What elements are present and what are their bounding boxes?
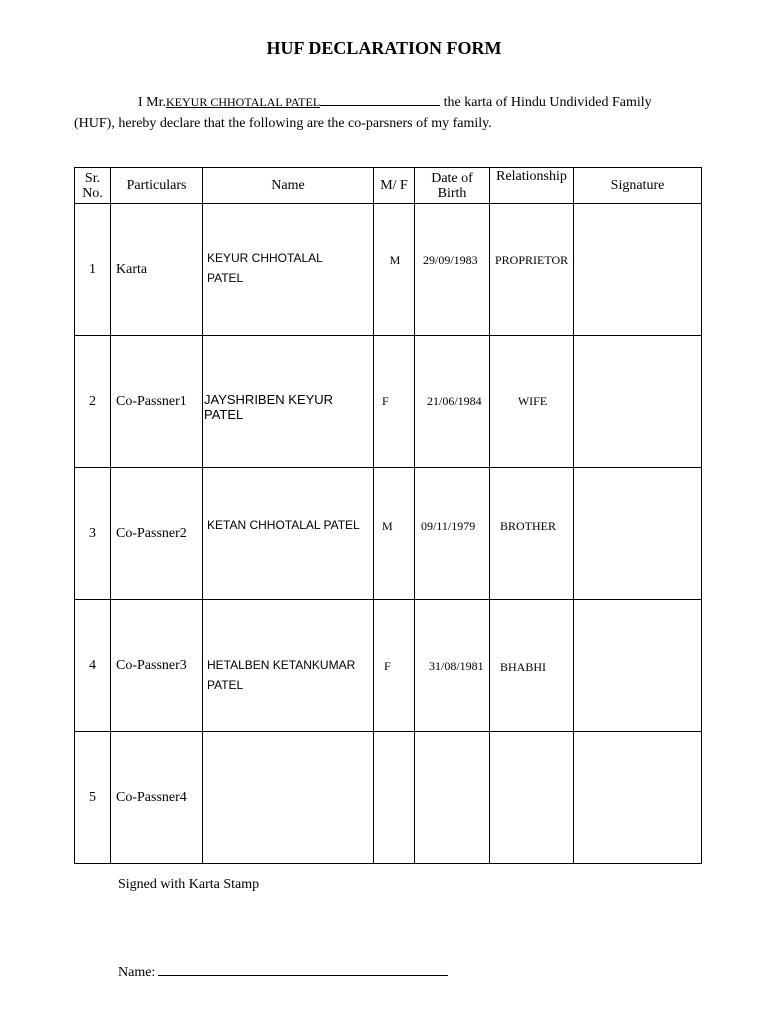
header-relationship: Relationship (490, 168, 574, 204)
table-header-row (75, 168, 702, 204)
cell-mf[interactable]: M (374, 204, 415, 336)
name-label: Name: (118, 965, 156, 980)
cell-signature[interactable] (574, 732, 702, 864)
header-mf: M/ F (374, 168, 415, 204)
header-particulars: Particulars (111, 168, 203, 204)
co-parceners-table (74, 167, 702, 864)
cell-dob[interactable]: 21/06/1984 (415, 336, 490, 468)
cell-particulars: Co-Passner3 (111, 600, 203, 732)
cell-mf[interactable]: F (374, 336, 415, 468)
table-row (75, 468, 702, 600)
declaration-suffix: the karta of Hindu Undivided Family (443, 95, 652, 110)
cell-particulars: Karta (111, 204, 203, 336)
cell-dob[interactable]: 29/09/1983 (415, 204, 490, 336)
cell-sr: 2 (75, 336, 111, 468)
cell-mf[interactable]: F (374, 600, 415, 732)
cell-sr: 4 (75, 600, 111, 732)
table-row (75, 204, 702, 336)
karta-name-blank (320, 93, 440, 106)
cell-signature[interactable] (574, 204, 702, 336)
header-name: Name (203, 168, 374, 204)
cell-relationship[interactable]: BROTHER (490, 468, 574, 600)
cell-signature[interactable] (574, 600, 702, 732)
cell-signature[interactable] (574, 336, 702, 468)
cell-relationship[interactable]: BHABHI (490, 600, 574, 732)
cell-sr: 1 (75, 204, 111, 336)
cell-name[interactable]: KEYUR CHHOTALAL PATEL (203, 204, 374, 336)
table-row (75, 732, 702, 864)
cell-name[interactable]: JAYSHRIBEN KEYUR PATEL (203, 336, 374, 468)
cell-particulars: Co-Passner2 (111, 468, 203, 600)
header-signature: Signature (574, 168, 702, 204)
cell-name[interactable]: HETALBEN KETANKUMAR PATEL (203, 600, 374, 732)
declaration-line2: (HUF), hereby declare that the following are the co-parsners of my family. (74, 116, 492, 131)
cell-name[interactable]: KETAN CHHOTALAL PATEL (203, 468, 374, 600)
cell-particulars: Co-Passner4 (111, 732, 203, 864)
declaration-paragraph (74, 92, 704, 134)
cell-mf[interactable] (374, 732, 415, 864)
header-dob: Date of Birth (415, 168, 490, 204)
cell-dob[interactable]: 09/11/1979 (415, 468, 490, 600)
cell-relationship[interactable] (490, 732, 574, 864)
cell-dob[interactable]: 31/08/1981 (415, 600, 490, 732)
cell-signature[interactable] (574, 468, 702, 600)
table-row (75, 336, 702, 468)
name-signature-field (118, 961, 448, 981)
cell-mf[interactable]: M (374, 468, 415, 600)
cell-sr: 3 (75, 468, 111, 600)
karta-name-field[interactable]: KEYUR CHHOTALAL PATEL (166, 95, 321, 109)
cell-name[interactable] (203, 732, 374, 864)
name-input-line[interactable] (158, 961, 448, 976)
cell-relationship[interactable]: WIFE (490, 336, 574, 468)
cell-sr: 5 (75, 732, 111, 864)
cell-relationship[interactable]: PROPRIETOR (490, 204, 574, 336)
cell-dob[interactable] (415, 732, 490, 864)
declaration-prefix: I Mr. (138, 95, 166, 110)
signed-with-stamp-note: Signed with Karta Stamp (118, 877, 260, 892)
header-sr-no: Sr. No. (75, 168, 111, 204)
table-row (75, 600, 702, 732)
form-title: HUF DECLARATION FORM (266, 38, 502, 58)
cell-particulars: Co-Passner1 (111, 336, 203, 468)
